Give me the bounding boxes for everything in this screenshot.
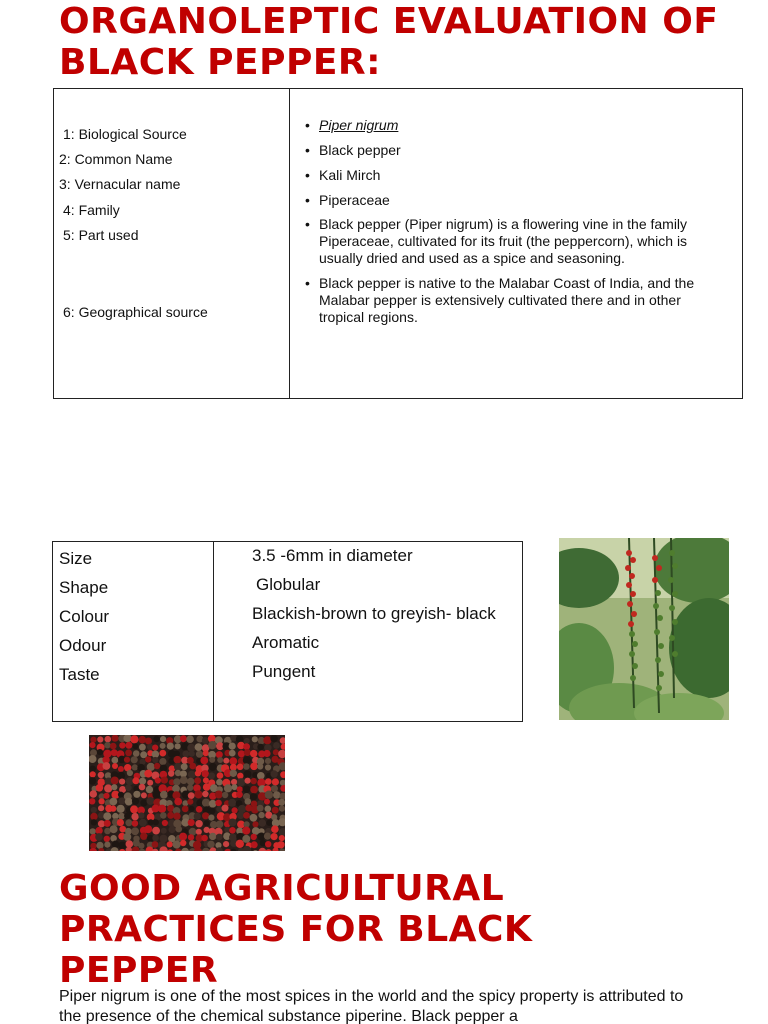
- label-common-name: 2: Common Name: [59, 151, 173, 167]
- pepper-vine-photo: [559, 538, 729, 720]
- value-taste: Pungent: [252, 662, 316, 681]
- label-part-used: 5: Part used: [63, 227, 139, 243]
- property-size: Size: [59, 549, 93, 568]
- value-shape: Globular: [256, 575, 321, 594]
- label-biological-source: 1: Biological Source: [63, 126, 187, 142]
- label-geographical-source: 6: Geographical source: [63, 304, 208, 320]
- value-biological-source: • Piper nigrum: [305, 117, 715, 134]
- value-vernacular-name: • Kali Mirch: [305, 167, 715, 184]
- table-column-divider: [213, 542, 214, 721]
- value-part-used: • Black pepper (Piper nigrum) is a flowering vine in the family Piperaceae, cultivated for its fruit (the peppercorn), which is usually dried and used as a spice and seasoning.: [305, 216, 715, 267]
- heading-good-agricultural-practices: GOOD AGRICULTURAL PRACTICES FOR BLACK PEPPER: [59, 868, 533, 991]
- label-vernacular-name: 3: Vernacular name: [59, 176, 181, 192]
- value-odour: Aromatic: [252, 633, 320, 652]
- drug-profile-table: [53, 88, 743, 399]
- drug-profile-values: [305, 117, 715, 334]
- intro-paragraph: Piper nigrum is one of the most spices in the world and the spicy property is attributed to the presence of the chemical substance piperine. Black pepper a: [59, 988, 684, 1024]
- property-odour: Odour: [59, 636, 107, 655]
- value-family: • Piperaceae: [305, 192, 715, 209]
- value-geographical-source: • Black pepper is native to the Malabar Coast of India, and the Malabar pepper is extensively cultivated there and in other tropical regions.: [305, 275, 715, 326]
- property-names: [59, 544, 109, 689]
- organoleptic-properties-table: [52, 541, 523, 722]
- property-colour: Colour: [59, 607, 110, 626]
- value-size: 3.5 -6mm in diameter: [252, 546, 413, 565]
- property-taste: Taste: [59, 665, 100, 684]
- property-shape: Shape: [59, 578, 109, 597]
- value-colour: Blackish-brown to greyish- black: [252, 604, 496, 623]
- table-column-divider: [289, 89, 290, 398]
- property-values: [252, 541, 496, 686]
- label-family: 4: Family: [63, 202, 120, 218]
- peppercorns-photo: [89, 735, 285, 851]
- heading-organoleptic-evaluation: ORGANOLEPTIC EVALUATION OF BLACK PEPPER:: [59, 1, 719, 83]
- value-common-name: • Black pepper: [305, 142, 715, 159]
